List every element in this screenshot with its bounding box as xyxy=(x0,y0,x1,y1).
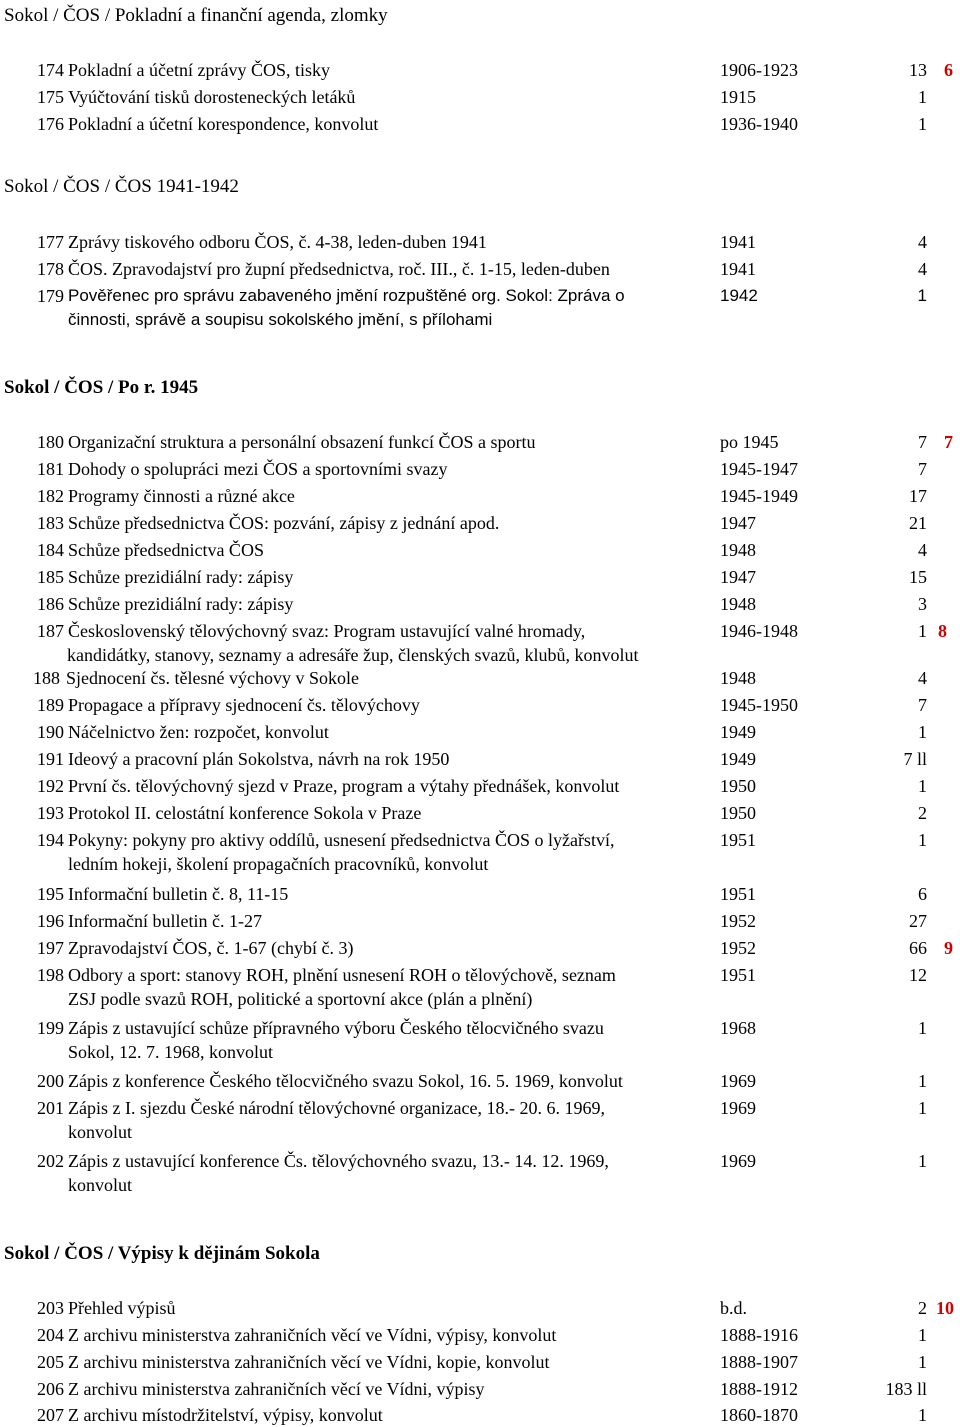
item-years: 1941 xyxy=(720,232,756,252)
item-number: 205 xyxy=(37,1352,64,1372)
item-years: 1949 xyxy=(720,722,756,742)
item-count: 1 xyxy=(918,1071,927,1091)
item-description: Propagace a přípravy sjednocení čs. tělovýchovy xyxy=(68,695,420,715)
box-number: 6 xyxy=(944,60,953,80)
item-count: 7 xyxy=(918,432,927,452)
item-years: 1906-1923 xyxy=(720,60,798,80)
item-number: 180 xyxy=(37,432,64,452)
item-count: 7 ll xyxy=(903,749,927,769)
item-description: Organizační struktura a personální obsazení funkcí ČOS a sportu xyxy=(68,432,536,452)
item-years: 1948 xyxy=(720,540,756,560)
section-heading: Sokol / ČOS / ČOS 1941-1942 xyxy=(4,176,239,197)
item-count: 21 xyxy=(909,513,927,533)
item-years: 1888-1912 xyxy=(720,1379,798,1399)
section-heading: Sokol / ČOS / Pokladní a finanční agenda, zlomky xyxy=(4,5,388,26)
item-years: 1949 xyxy=(720,749,756,769)
item-count: 7 xyxy=(918,459,927,479)
item-number: 203 xyxy=(37,1298,64,1318)
item-count: 1 xyxy=(918,722,927,742)
item-count: 6 xyxy=(918,884,927,904)
item-number: 192 xyxy=(37,776,64,796)
item-count: 7 xyxy=(918,695,927,715)
item-description-continued: konvolut xyxy=(68,1122,133,1142)
item-number: 176 xyxy=(37,114,64,134)
item-description: Sjednocení čs. tělesné výchovy v Sokole xyxy=(66,668,359,688)
item-description-continued: ZSJ podle svazů ROH, politické a sportovní akce (plán a plnění) xyxy=(68,989,533,1009)
item-count: 183 ll xyxy=(885,1379,927,1399)
item-description: Informační bulletin č. 8, 11-15 xyxy=(68,884,289,904)
item-number: 197 xyxy=(37,938,64,958)
item-years: 1888-1916 xyxy=(720,1325,798,1345)
item-description-continued: Sokol, 12. 7. 1968, konvolut xyxy=(68,1042,274,1062)
item-years: 1950 xyxy=(720,776,756,796)
item-number: 187 xyxy=(37,621,64,641)
item-count: 1 xyxy=(918,1151,927,1171)
item-years: 1942 xyxy=(720,286,758,305)
item-count: 1 xyxy=(918,114,927,134)
item-number: 194 xyxy=(37,830,64,850)
item-description: Protokol II. celostátní konference Sokola v Praze xyxy=(68,803,422,823)
item-years: 1969 xyxy=(720,1098,756,1118)
item-years: 1952 xyxy=(720,938,756,958)
item-years: 1951 xyxy=(720,830,756,850)
item-description: Vyúčtování tisků dorosteneckých letáků xyxy=(68,87,356,107)
item-number: 200 xyxy=(37,1071,64,1091)
item-count: 1 xyxy=(918,1018,927,1038)
item-number: 201 xyxy=(37,1098,64,1118)
item-number: 189 xyxy=(37,695,64,715)
item-description: Schůze předsednictva ČOS xyxy=(68,540,264,560)
item-description: ČOS. Zpravodajství pro župní předsednictva, roč. III., č. 1-15, leden-duben xyxy=(68,259,610,279)
item-years: 1936-1940 xyxy=(720,114,798,134)
item-years: 1951 xyxy=(720,965,756,985)
item-number: 193 xyxy=(37,803,64,823)
item-description-continued: činnosti, správě a soupisu sokolského jmění, s přílohami xyxy=(68,310,493,329)
item-description: Schůze prezidiální rady: zápisy xyxy=(68,594,294,614)
item-number: 188 xyxy=(33,668,60,688)
item-years: 1948 xyxy=(720,594,756,614)
item-years: 1947 xyxy=(720,513,756,533)
item-description: Schůze předsednictva ČOS: pozvání, zápisy z jednání apod. xyxy=(68,513,500,533)
item-description: Odbory a sport: stanovy ROH, plnění usnesení ROH o tělovýchově, seznam xyxy=(68,965,616,985)
item-count: 1 xyxy=(918,776,927,796)
item-description: Z archivu místodržitelství, výpisy, konvolut xyxy=(68,1405,383,1425)
item-years: 1945-1947 xyxy=(720,459,798,479)
item-count: 3 xyxy=(918,594,927,614)
section-heading: Sokol / ČOS / Výpisy k dějinám Sokola xyxy=(4,1243,320,1264)
item-years: 1948 xyxy=(720,668,756,688)
item-number: 174 xyxy=(37,60,64,80)
item-description: Zápis z ustavující schůze přípravného výboru Českého tělocvičného svazu xyxy=(68,1018,604,1038)
item-description-continued: kandidátky, stanovy, seznamy a adresáře žup, členských svazů, klubů, konvolut xyxy=(67,645,639,665)
item-description: Pověřenec pro správu zabaveného jmění rozpuštěné org. Sokol: Zpráva o xyxy=(68,286,625,305)
item-count: 2 xyxy=(918,803,927,823)
item-description: Pokladní a účetní zprávy ČOS, tisky xyxy=(68,60,330,80)
item-description: Z archivu ministerstva zahraničních věcí ve Vídni, výpisy xyxy=(68,1379,485,1399)
item-years: 1950 xyxy=(720,803,756,823)
item-description: Československý tělovýchovný svaz: Program ustavující valné hromady, xyxy=(68,621,586,641)
item-description: Náčelnictvo žen: rozpočet, konvolut xyxy=(68,722,329,742)
item-number: 181 xyxy=(37,459,64,479)
item-description: Zápis z I. sjezdu České národní tělovýchovné organizace, 18.- 20. 6. 1969, xyxy=(68,1098,606,1118)
item-number: 204 xyxy=(37,1325,64,1345)
item-years: 1951 xyxy=(720,884,756,904)
item-description: Zprávy tiskového odboru ČOS, č. 4-38, leden-duben 1941 xyxy=(68,232,487,252)
item-count: 1 xyxy=(918,621,927,641)
item-number: 175 xyxy=(37,87,64,107)
item-count: 4 xyxy=(918,540,927,560)
item-description: Schůze prezidiální rady: zápisy xyxy=(68,567,294,587)
item-description: Přehled výpisů xyxy=(68,1298,176,1318)
item-number: 185 xyxy=(37,567,64,587)
item-description: Z archivu ministerstva zahraničních věcí ve Vídni, kopie, konvolut xyxy=(68,1352,550,1372)
item-number: 198 xyxy=(37,965,64,985)
item-description: Informační bulletin č. 1-27 xyxy=(68,911,262,931)
item-number: 202 xyxy=(37,1151,64,1171)
item-years: 1968 xyxy=(720,1018,756,1038)
item-count: 13 xyxy=(909,60,927,80)
item-years: 1941 xyxy=(720,259,756,279)
box-number: 7 xyxy=(944,432,953,452)
item-number: 182 xyxy=(37,486,64,506)
item-years: 1969 xyxy=(720,1071,756,1091)
item-number: 179 xyxy=(37,286,64,306)
item-number: 196 xyxy=(37,911,64,931)
item-description: Pokyny: pokyny pro aktivy oddílů, usnesení předsednictva ČOS o lyžařství, xyxy=(68,830,615,850)
item-years: 1945-1949 xyxy=(720,486,798,506)
item-number: 206 xyxy=(37,1379,64,1399)
item-years: 1947 xyxy=(720,567,756,587)
item-years: 1860-1870 xyxy=(720,1405,798,1425)
item-count: 1 xyxy=(917,286,927,305)
box-number: 9 xyxy=(944,938,953,958)
item-count: 27 xyxy=(909,911,927,931)
item-years: 1969 xyxy=(720,1151,756,1171)
item-count: 15 xyxy=(909,567,927,587)
item-years: b.d. xyxy=(720,1298,747,1318)
item-number: 190 xyxy=(37,722,64,742)
item-count: 1 xyxy=(918,1405,927,1425)
item-count: 1 xyxy=(918,830,927,850)
box-number: 10 xyxy=(936,1298,954,1318)
item-description: Z archivu ministerstva zahraničních věcí ve Vídni, výpisy, konvolut xyxy=(68,1325,557,1345)
box-number: 8 xyxy=(938,621,947,641)
item-years: 1915 xyxy=(720,87,756,107)
item-description: První čs. tělovýchovný sjezd v Praze, program a výtahy přednášek, konvolut xyxy=(68,776,620,796)
item-description: Zpravodajství ČOS, č. 1-67 (chybí č. 3) xyxy=(68,938,354,958)
item-count: 4 xyxy=(918,232,927,252)
item-number: 195 xyxy=(37,884,64,904)
item-number: 199 xyxy=(37,1018,64,1038)
item-count: 17 xyxy=(909,486,927,506)
item-number: 186 xyxy=(37,594,64,614)
item-count: 4 xyxy=(918,259,927,279)
item-count: 1 xyxy=(918,1352,927,1372)
item-years: 1946-1948 xyxy=(720,621,798,641)
item-count: 66 xyxy=(909,938,927,958)
item-years: po 1945 xyxy=(720,432,779,452)
item-number: 184 xyxy=(37,540,64,560)
item-description: Pokladní a účetní korespondence, konvolut xyxy=(68,114,379,134)
item-count: 4 xyxy=(918,668,927,688)
item-description: Zápis z konference Českého tělocvičného svazu Sokol, 16. 5. 1969, konvolut xyxy=(68,1071,623,1091)
item-years: 1888-1907 xyxy=(720,1352,798,1372)
item-description: Programy činnosti a různé akce xyxy=(68,486,295,506)
item-description-continued: ledním hokeji, školení propagačních pracovníků, konvolut xyxy=(68,854,489,874)
item-description: Ideový a pracovní plán Sokolstva, návrh na rok 1950 xyxy=(68,749,450,769)
item-number: 183 xyxy=(37,513,64,533)
item-count: 1 xyxy=(918,87,927,107)
item-number: 178 xyxy=(37,259,64,279)
item-years: 1952 xyxy=(720,911,756,931)
item-count: 1 xyxy=(918,1325,927,1345)
item-count: 12 xyxy=(909,965,927,985)
item-number: 177 xyxy=(37,232,64,252)
item-number: 207 xyxy=(37,1405,64,1425)
item-number: 191 xyxy=(37,749,64,769)
item-description-continued: konvolut xyxy=(68,1175,133,1195)
item-count: 1 xyxy=(918,1098,927,1118)
item-years: 1945-1950 xyxy=(720,695,798,715)
item-count: 2 xyxy=(918,1298,927,1318)
item-description: Dohody o spolupráci mezi ČOS a sportovními svazy xyxy=(68,459,448,479)
section-heading: Sokol / ČOS / Po r. 1945 xyxy=(4,377,199,398)
item-description: Zápis z ustavující konference Čs. tělovýchovného svazu, 13.- 14. 12. 1969, xyxy=(68,1151,609,1171)
